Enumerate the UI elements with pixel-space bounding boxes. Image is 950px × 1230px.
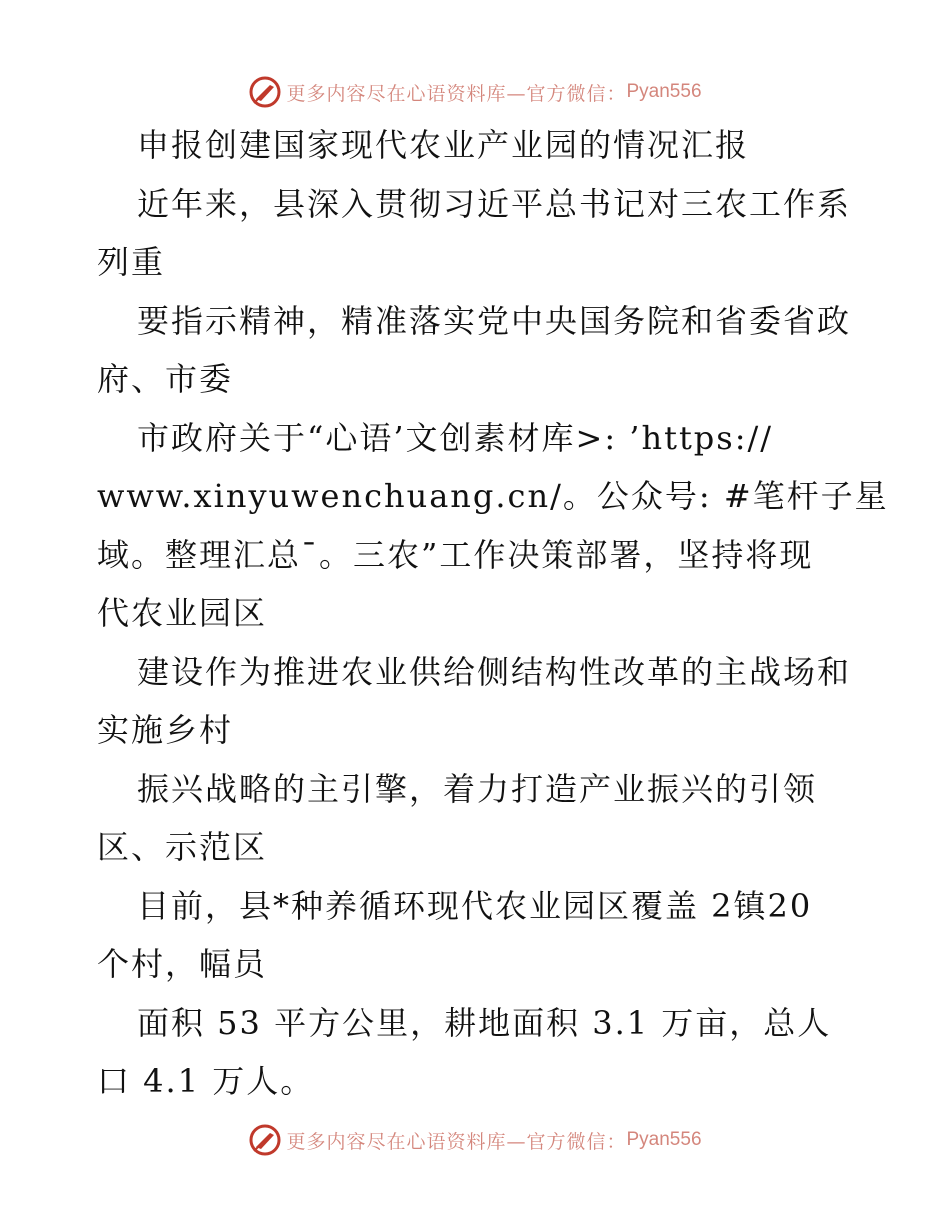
paragraph-line: 目前，县*种养循环现代农业园区覆盖 2镇20 — [137, 886, 813, 925]
banner-contact: Pyan556 — [626, 1129, 702, 1150]
pen-logo-icon — [248, 75, 282, 109]
document-title: 申报创建国家现代农业产业园的情况汇报 — [137, 126, 750, 164]
pen-logo-icon — [248, 1123, 282, 1157]
paragraph-line: 市政府关于“心语’文创素材库>: ’https:// — [137, 418, 774, 457]
paragraph-line: 要指示精神，精准落实党中央国务院和省委省政 — [137, 301, 852, 340]
header-banner — [0, 72, 950, 112]
paragraph-line: 列重 — [97, 243, 166, 281]
paragraph-line: 振兴战略的主引擎，着力打造产业振兴的引领 — [137, 769, 818, 808]
banner-contact: Pyan556 — [626, 81, 702, 102]
banner-text: 更多内容尽在心语资料库—官方微信： — [286, 1130, 627, 1153]
paragraph-line: 区、示范区 — [97, 828, 268, 866]
paragraph-line: www.xinyuwenchuang.cn/。公众号: #笔杆子星 — [97, 477, 889, 515]
paragraph-line: 近年来，县深入贯彻习近平总书记对三农工作系 — [137, 184, 852, 223]
document-body — [97, 116, 889, 1111]
banner-text: 更多内容尽在心语资料库—官方微信： — [286, 82, 627, 105]
paragraph-line: 个村，幅员 — [97, 945, 268, 983]
paragraph-line: 域。整理汇总¯。三农”工作决策部署，坚持将现 — [97, 535, 814, 574]
paragraph-line: 代农业园区 — [97, 594, 268, 632]
paragraph-line: 建设作为推进农业供给侧结构性改革的主战场和 — [137, 652, 852, 691]
paragraph-line: 面积 53 平方公里，耕地面积 3.1 万亩，总人 — [137, 1003, 832, 1042]
paragraph-line: 实施乡村 — [97, 711, 234, 749]
paragraph-line: 口 4.1 万人。 — [97, 1062, 315, 1100]
paragraph-line: 府、市委 — [97, 360, 234, 398]
footer-banner — [0, 1120, 950, 1160]
